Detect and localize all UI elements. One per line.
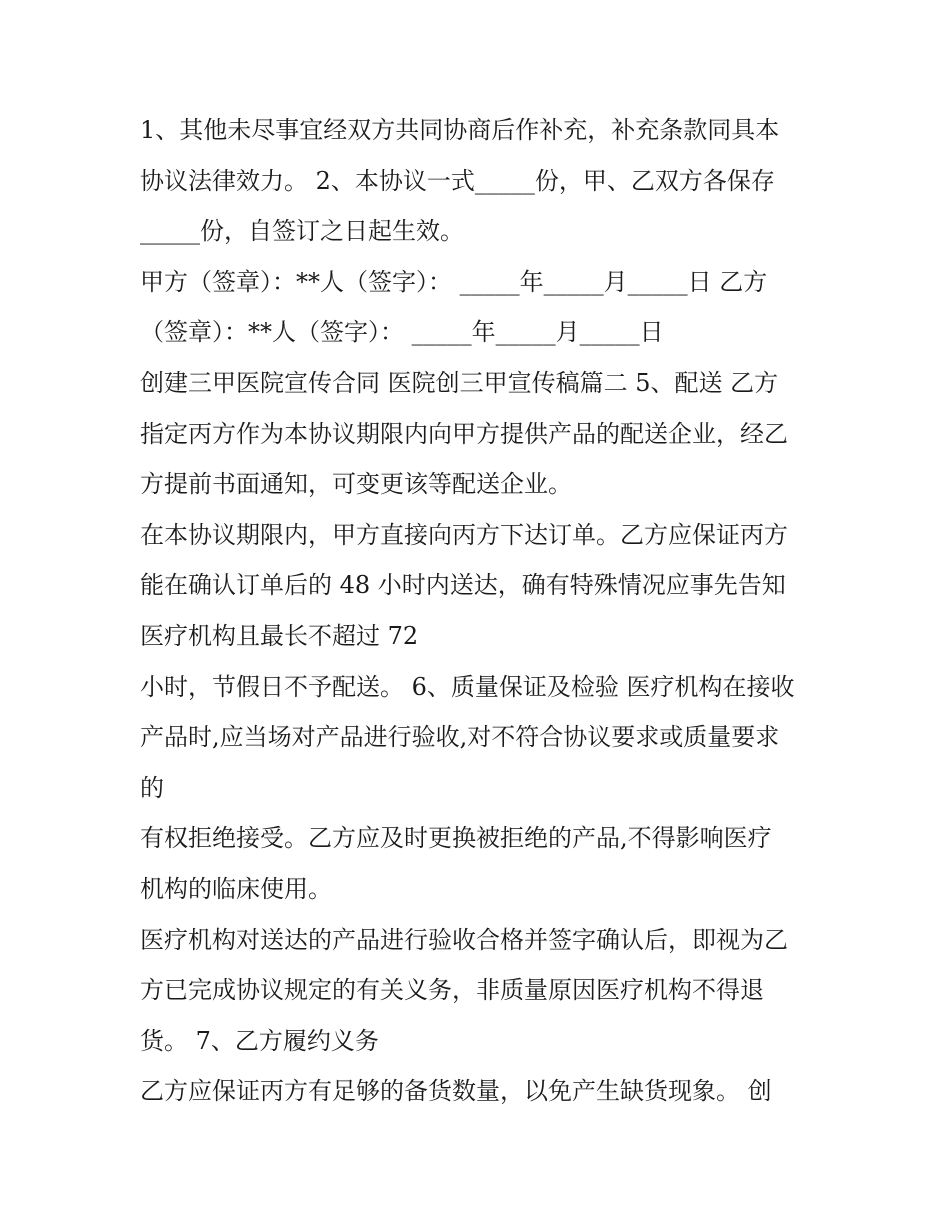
text-line: 方提前书面通知，可变更该等配送企业。 [140, 470, 572, 499]
text-line: 在本协议期限内，甲方直接向丙方下达订单。乙方应保证丙方 [140, 520, 788, 549]
text-line: 乙方应保证丙方有足够的备货数量，以免产生缺货现象。 创 [140, 1077, 772, 1106]
text-line: 指定丙方作为本协议期限内向甲方提供产品的配送企业，经乙 [140, 419, 788, 448]
text-line: 产品时,应当场对产品进行验收,对不符合协议要求或质量要求 [140, 723, 780, 752]
text-line: 方已完成协议规定的有关义务，非质量原因医疗机构不得退 [140, 976, 764, 1005]
text-line: 小时，节假日不予配送。 6、质量保证及检验 医疗机构在接收 [140, 672, 795, 701]
text-line: 医疗机构对送达的产品进行验收合格并签字确认后，即视为乙 [140, 925, 788, 954]
text-line: 货。 7、乙方履约义务 [140, 1026, 379, 1055]
document-body [140, 105, 840, 1117]
text-line: 有权拒绝接受。乙方应及时更换被拒绝的产品,不得影响医疗 [140, 824, 772, 853]
text-line: （签章）：**人（签字）： _____年_____月_____日 [140, 318, 664, 347]
text-line: 医疗机构且最长不超过 72 [140, 621, 419, 650]
text-line: 的 [140, 773, 164, 802]
text-line: 能在确认订单后的 48 小时内送达，确有特殊情况应事先告知 [140, 571, 786, 600]
text-line: 创建三甲医院宣传合同 医院创三甲宣传稿篇二 5、配送 乙方 [140, 368, 779, 397]
text-line: 1、其他未尽事宜经双方共同协商后作补充，补充条款同具本 [140, 116, 780, 144]
text-line: _____份，自签订之日起生效。 [140, 217, 464, 246]
text-line: 机构的临床使用。 [140, 874, 332, 903]
text-line: 协议法律效力。 2、本协议一式_____份，甲、乙双方各保存 [140, 166, 775, 195]
text-line: 甲方（签章）：**人（签字）： _____年_____月_____日 乙方 [140, 267, 768, 296]
